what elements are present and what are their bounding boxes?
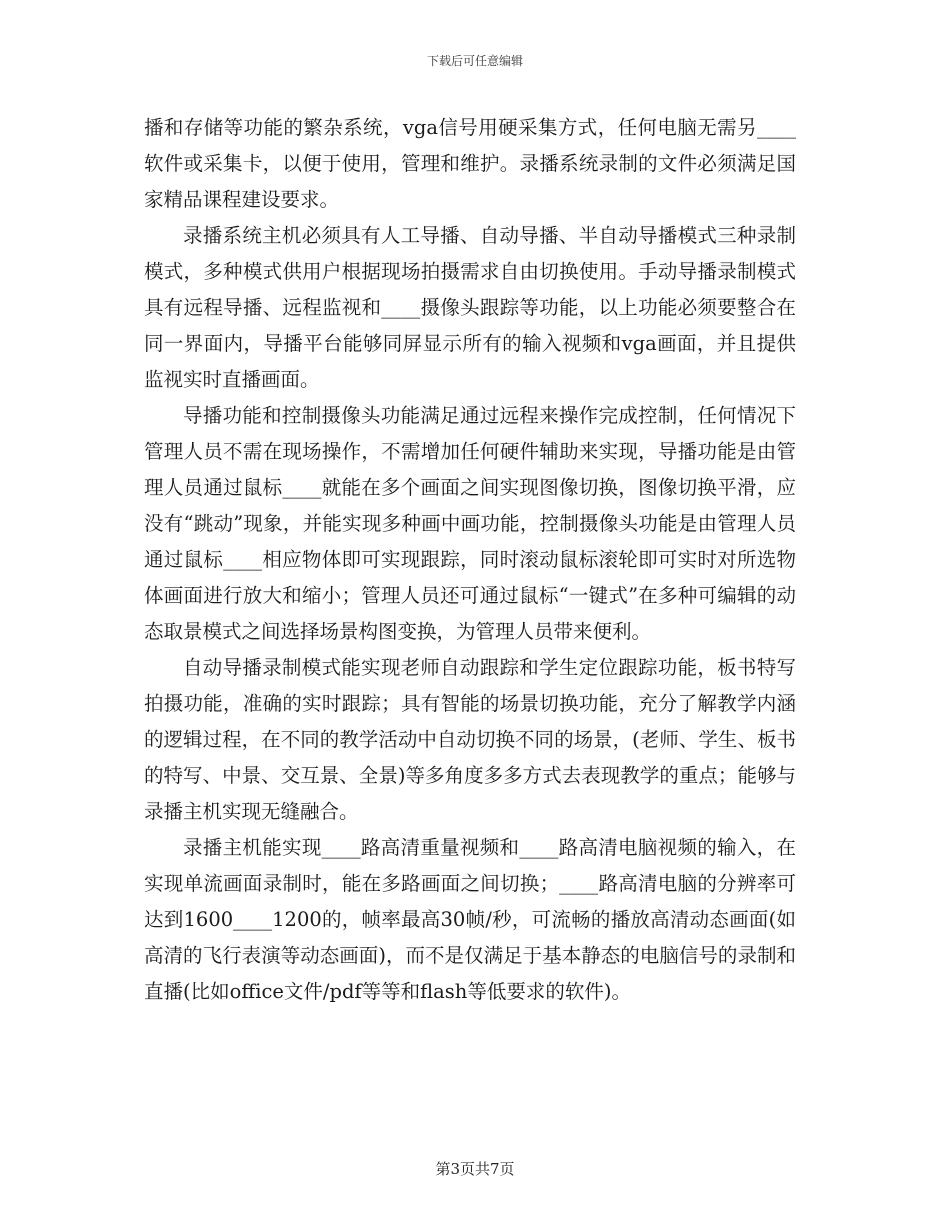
page-header: 下载后可任意编辑 — [426, 54, 523, 68]
paragraph-1: 播和存储等功能的繁杂系统，vga信号用硬采集方式，任何电脑无需另____软件或采集卡，以便于使用，管理和维护。录播系统录制的文件必须满足国家精品课程建设要求。 — [144, 116, 796, 211]
paragraph-2: 录播系统主机必须具有人工导播、自动导播、半自动导播模式三种录制模式，多种模式供用户根据现场拍摄需求自由切换使用。手动导播录制模式具有远程导播、远程监视和____摄像头跟踪等功能，以上功能必须要整合在同一界面内，导播平台能够同屏显示所有的输入视频和vga画面，并且提供监视实时直播画面。 — [144, 224, 796, 391]
paragraph-5: 录播主机能实现____路高清重量视频和____路高清电脑视频的输入，在实现单流画面录制时，能在多路画面之间切换；____路高清电脑的分辨率可达到1600____1200的，帧率最高30帧/秒，可流畅的播放高清动态画面(如高清的飞行表演等动态画面)，而不是仅满足于基本静态的电脑信号的录制和直播(比如office文件/pdf等等和flash等低要求的软件)。 — [144, 836, 796, 1003]
paragraph-3: 导播功能和控制摄像头功能满足通过远程来操作完成控制，任何情况下管理人员不需在现场操作，不需增加任何硬件辅助来实现，导播功能是由管理人员通过鼠标____就能在多个画面之间实现图像切换，图像切换平滑，应没有“跳动”现象，并能实现多种画中画功能，控制摄像头功能是由管理人员通过鼠标____相应物体即可实现跟踪，同时滚动鼠标滚轮即可实时对所选物体画面进行放大和缩小；管理人员还可通过鼠标“一键式”在多种可编辑的动态取景模式之间选择场景构图变换，为管理人员带来便利。 — [144, 404, 796, 643]
page-footer: 第3页共7页 — [435, 1160, 515, 1178]
paragraph-4: 自动导播录制模式能实现老师自动跟踪和学生定位跟踪功能，板书特写拍摄功能，准确的实时跟踪；具有智能的场景切换功能，充分了解教学内涵的逻辑过程，在不同的教学活动中自动切换不同的场景，(老师、学生、板书的特写、中景、交互景、全景)等多角度多多方式去表现教学的重点；能够与录播主机实现无缝融合。 — [144, 656, 796, 823]
document-body — [144, 110, 796, 1010]
